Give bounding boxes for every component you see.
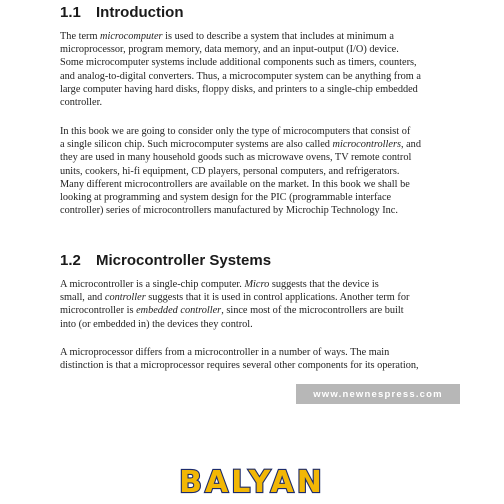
paragraph — [60, 346, 460, 372]
section-heading-1-2 — [60, 252, 271, 269]
text-line: controller. — [60, 97, 103, 109]
publisher-url-banner: www.newnespress.com — [296, 384, 460, 404]
text-line: controller) series of microcontrollers manufactured by Microchip Technology Inc. — [60, 205, 398, 217]
text-line: looking at programming and system design for the PIC (programmable interface — [60, 192, 392, 204]
text-line: they are used in many household goods such as microwave ovens, TV remote control — [60, 152, 412, 164]
text-line: small, and controller suggests that it is used in control applications. Another term for — [60, 292, 410, 304]
text-line: units, cookers, hi-fi equipment, CD players, personal computers, and refrigerators. — [60, 165, 400, 177]
text-line: Many different microcontrollers are available on the market. In this book we shall be — [60, 178, 410, 190]
text-line: microcontroller is embedded controller, since most of the microcontrollers are built — [60, 305, 404, 317]
text-line: In this book we are going to consider only the type of microcomputers that consist of — [60, 126, 411, 137]
text-line: a single silicon chip. Such microcomputer systems are also called microcontrollers, and — [60, 139, 421, 151]
watermark-logo — [160, 462, 344, 500]
text-line: A microprocessor differs from a microcontroller in a number of ways. The main — [60, 347, 390, 358]
section-title: Microcontroller Systems — [96, 252, 272, 269]
text-line: microprocessor, program memory, data memory, and an input-output (I/O) device. — [60, 44, 399, 56]
paragraph — [60, 30, 460, 109]
text-line: The term microcomputer is used to describe a system that includes at minimum a — [60, 31, 394, 42]
paragraph — [60, 125, 460, 217]
text-line: into (or embedded in) the devices they control. — [60, 318, 253, 330]
section-number: 1.1 — [60, 4, 81, 21]
text-line: distinction is that a microprocessor requires several other components for its operation, — [60, 360, 419, 372]
text-line: A microcontroller is a single-chip computer. Micro suggests that the device is — [60, 279, 379, 290]
text-line: large computer having hard disks, floppy disks, and printers to a single-chip embedded — [60, 83, 418, 95]
section-heading-1-1 — [60, 4, 183, 21]
text-line: and analog-to-digital converters. Thus, a microcomputer system can be anything from a — [60, 70, 421, 82]
svg-text:BALYAN: BALYAN — [179, 465, 325, 500]
paragraph — [60, 278, 460, 331]
section-number: 1.2 — [60, 252, 81, 269]
section-title: Introduction — [96, 4, 184, 21]
text-line: Some microcomputer systems include additional components such as timers, counters, — [60, 57, 417, 69]
